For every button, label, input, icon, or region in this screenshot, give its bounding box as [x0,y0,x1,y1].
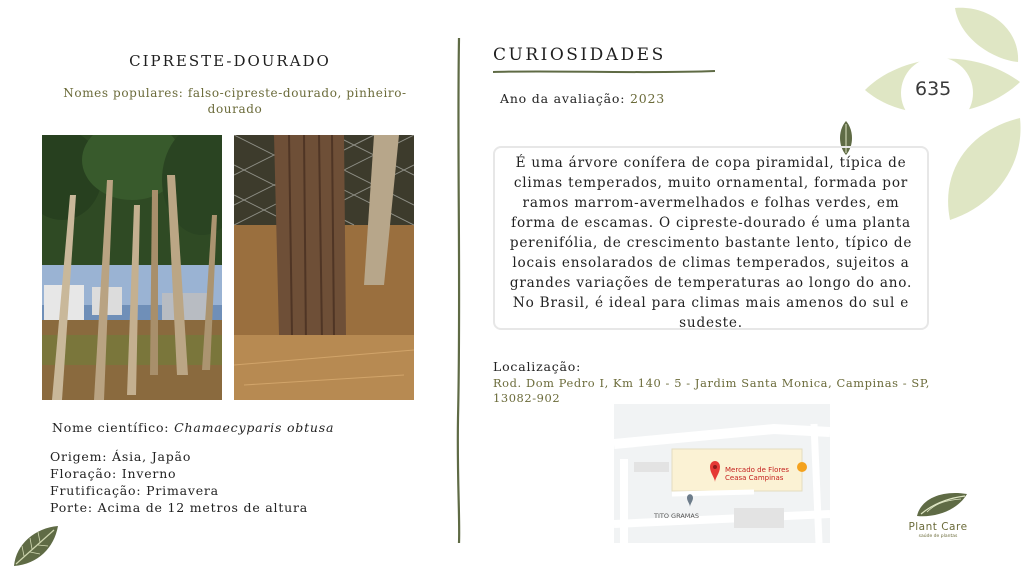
fact-size: Porte: Acima de 12 metros de altura [50,500,309,515]
fact-origin: Origem: Ásia, Japão [50,449,192,464]
popular-names: Nomes populares: falso-cipreste-dourado, pinheiro-dourado [63,86,407,116]
logo-name: Plant Care [908,521,968,533]
fact-flowering: Floração: Inverno [50,466,177,481]
curiosities-text: É uma árvore conífera de copa piramidal, típica de climas temperados, muito ornamental, formada por ramos marrom-avermelhados e folhas verdes, em forma de escamas. O cipreste-dourado é uma planta perenifólia, de crescimento bastante lento, típico de locais ensolarados de climas temperados, sujeitos a grandes variações de temperaturas ao longo do ano. No Brasil, é ideal para climas mais amenos do sul e sudeste. [493,146,929,330]
leaf-icon [10,522,60,570]
evaluation-year [500,91,665,106]
map-pin-sublabel: Ceasa Campinas [725,474,784,482]
scientific-name: Chamaecyparis obtusa [174,420,335,435]
location-address: Rod. Dom Pedro I, Km 140 - 5 - Jardim Santa Monica, Campinas - SP, 13082-902 [493,376,931,405]
map-pin-label: Mercado de Flores [725,466,790,474]
location-map[interactable] [614,404,830,543]
scientific-name-label: Nome científico: [52,420,170,435]
tree-trunk-photo [234,135,414,400]
fact-fruiting: Frutificação: Primavera [50,483,219,498]
year-value: 2023 [630,91,666,106]
map-street-label: TITO GRAMAS [654,512,699,520]
plant-facts [50,448,308,516]
year-label: Ano da avaliação: [500,91,626,106]
curiosities-title: CURIOSIDADES [493,45,666,65]
evaluation-number-badge: 635 [915,78,952,100]
plant-title: CIPRESTE-DOURADO [129,52,331,70]
location-label: Localização: [493,359,582,374]
plant-care-logo-icon [913,488,969,520]
logo-tagline: saúde de plantas [918,534,958,539]
scientific-name-row [52,420,334,435]
title-underline [493,68,715,76]
column-divider [455,38,463,543]
tree-row-photo [42,135,222,400]
